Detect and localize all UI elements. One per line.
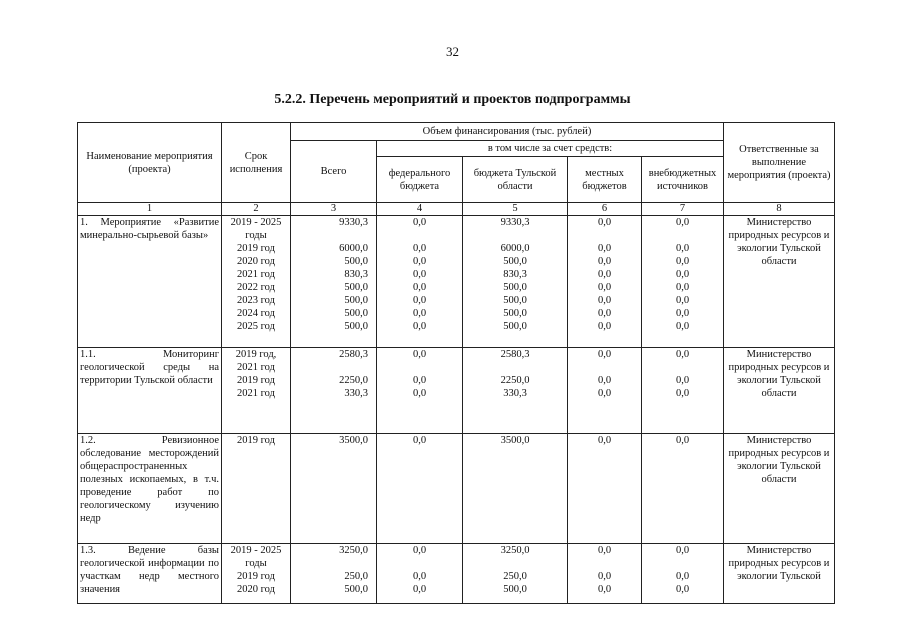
table-row — [78, 348, 835, 434]
total-cell-line — [293, 361, 368, 374]
extra-cell-line: 0,0 — [675, 217, 690, 228]
local-cell-line — [570, 229, 639, 242]
regional-cell — [463, 544, 568, 604]
total-cell-line — [293, 557, 368, 570]
local-cell — [568, 544, 642, 604]
column-number: 4 — [377, 203, 463, 216]
period-cell-line: 2019 год — [237, 243, 275, 254]
total-cell-line: 2250,0 — [339, 375, 368, 386]
total-cell-line: 3500,0 — [339, 435, 368, 446]
federal-cell-line: 0,0 — [412, 388, 427, 399]
local-cell-line: 0,0 — [597, 349, 612, 360]
extra-cell-line: 0,0 — [675, 308, 690, 319]
column-number: 8 — [724, 203, 835, 216]
local-cell-line — [570, 557, 639, 570]
period-cell — [222, 434, 291, 544]
total-cell — [291, 216, 377, 348]
regional-cell-line — [465, 361, 565, 374]
regional-cell-line: 500,0 — [503, 256, 527, 267]
extra-cell — [642, 216, 724, 348]
period-cell-line: 2019 год — [237, 375, 275, 386]
responsible-cell: Министерство природных ресурсов и экологии Тульской области — [724, 434, 835, 544]
regional-cell — [463, 348, 568, 434]
federal-cell — [377, 544, 463, 604]
local-cell-line: 0,0 — [597, 217, 612, 228]
total-cell-line: 9330,3 — [339, 217, 368, 228]
regional-cell-line: 500,0 — [503, 295, 527, 306]
regional-cell-line: 250,0 — [503, 571, 527, 582]
total-cell-line: 2580,3 — [339, 349, 368, 360]
federal-cell-line — [379, 557, 460, 570]
federal-cell-line: 0,0 — [412, 321, 427, 332]
extra-cell-line: 0,0 — [675, 349, 690, 360]
period-cell — [222, 348, 291, 434]
measures-table — [77, 122, 835, 604]
extra-cell-line: 0,0 — [675, 375, 690, 386]
total-cell — [291, 348, 377, 434]
period-cell-line: 2019 - 2025 — [230, 545, 282, 556]
regional-cell-line: 2250,0 — [500, 375, 530, 386]
local-cell-line: 0,0 — [597, 243, 612, 254]
period-cell-line: 2021 год — [237, 388, 275, 399]
total-cell-line: 830,3 — [344, 269, 368, 280]
regional-cell-line: 2580,3 — [500, 349, 530, 360]
period-cell-line: 2020 год — [237, 256, 275, 267]
header-responsible: Ответственные за выполнение мероприятия (проекта) — [724, 123, 835, 203]
total-cell-line: 3250,0 — [339, 545, 368, 556]
period-cell-line: 2019 год — [237, 571, 275, 582]
regional-cell-line: 830,3 — [503, 269, 527, 280]
regional-cell-line: 3250,0 — [500, 545, 530, 556]
federal-cell-line: 0,0 — [412, 282, 427, 293]
federal-cell-line: 0,0 — [412, 256, 427, 267]
total-cell-line: 500,0 — [344, 584, 368, 595]
regional-cell-line: 9330,3 — [500, 217, 530, 228]
regional-cell-line: 6000,0 — [500, 243, 530, 254]
extra-cell — [642, 348, 724, 434]
measure-name-cell: 1. Мероприятие «Развитие минерально-сырьевой базы» — [78, 216, 222, 348]
extra-cell-line — [644, 361, 721, 374]
federal-cell-line: 0,0 — [412, 435, 427, 446]
federal-cell-line: 0,0 — [412, 545, 427, 556]
extra-cell-line: 0,0 — [675, 282, 690, 293]
local-cell — [568, 348, 642, 434]
federal-cell-line: 0,0 — [412, 584, 427, 595]
measure-name-cell: 1.3. Ведение базы геологической информации по участкам недр местного значения — [78, 544, 222, 604]
local-cell-line: 0,0 — [597, 321, 612, 332]
table-row — [78, 544, 835, 604]
local-cell — [568, 434, 642, 544]
regional-cell-line: 500,0 — [503, 584, 527, 595]
extra-cell-line: 0,0 — [675, 295, 690, 306]
local-cell-line: 0,0 — [597, 388, 612, 399]
extra-cell-line: 0,0 — [675, 388, 690, 399]
federal-cell-line: 0,0 — [412, 217, 427, 228]
column-number: 1 — [78, 203, 222, 216]
total-cell-line — [293, 229, 368, 242]
measure-name-cell: 1.1. Мониторинг геологической среды на территории Тульской области — [78, 348, 222, 434]
period-cell-line: 2023 год — [237, 295, 275, 306]
table-row — [78, 434, 835, 544]
local-cell-line — [570, 361, 639, 374]
responsible-cell: Министерство природных ресурсов и экологии Тульской — [724, 544, 835, 604]
extra-cell-line — [644, 557, 721, 570]
extra-cell-line: 0,0 — [675, 584, 690, 595]
period-cell-line: 2019 год, — [235, 349, 277, 360]
federal-cell — [377, 348, 463, 434]
regional-cell-line: 500,0 — [503, 321, 527, 332]
federal-cell-line: 0,0 — [412, 269, 427, 280]
regional-cell — [463, 434, 568, 544]
header-including: в том числе за счет средств: — [377, 141, 724, 157]
period-cell-line: годы — [245, 230, 267, 241]
extra-cell-line: 0,0 — [675, 269, 690, 280]
column-numbers-row — [78, 203, 835, 216]
federal-cell-line: 0,0 — [412, 349, 427, 360]
header-total: Всего — [291, 141, 377, 203]
local-cell-line: 0,0 — [597, 256, 612, 267]
local-cell-line: 0,0 — [597, 571, 612, 582]
federal-cell-line: 0,0 — [412, 571, 427, 582]
local-cell-line: 0,0 — [597, 282, 612, 293]
period-cell-line: 2019 - 2025 — [230, 217, 282, 228]
period-cell-line: 2020 год — [237, 584, 275, 595]
period-cell-line: 2024 год — [237, 308, 275, 319]
period-cell-line: 2025 год — [237, 321, 275, 332]
regional-cell-line: 330,3 — [503, 388, 527, 399]
federal-cell-line: 0,0 — [412, 308, 427, 319]
federal-cell-line: 0,0 — [412, 295, 427, 306]
column-number: 2 — [222, 203, 291, 216]
total-cell-line: 330,3 — [344, 388, 368, 399]
header-regional: бюджета Тульской области — [463, 157, 568, 203]
extra-cell-line: 0,0 — [675, 243, 690, 254]
federal-cell-line — [379, 229, 460, 242]
extra-cell — [642, 434, 724, 544]
regional-cell-line: 500,0 — [503, 282, 527, 293]
header-term: Срок исполнения — [222, 123, 291, 203]
period-cell-line: 2021 год — [237, 269, 275, 280]
federal-cell — [377, 434, 463, 544]
extra-cell — [642, 544, 724, 604]
total-cell — [291, 544, 377, 604]
local-cell-line: 0,0 — [597, 375, 612, 386]
regional-cell-line — [465, 557, 565, 570]
header-extra: внебюджетных источников — [642, 157, 724, 203]
total-cell-line: 500,0 — [344, 308, 368, 319]
local-cell-line: 0,0 — [597, 308, 612, 319]
period-cell-line: годы — [245, 558, 267, 569]
period-cell — [222, 216, 291, 348]
table-row — [78, 216, 835, 348]
regional-cell — [463, 216, 568, 348]
local-cell — [568, 216, 642, 348]
total-cell-line: 500,0 — [344, 256, 368, 267]
period-cell-line: 2021 год — [237, 362, 275, 373]
column-number: 6 — [568, 203, 642, 216]
period-cell — [222, 544, 291, 604]
extra-cell-line: 0,0 — [675, 571, 690, 582]
federal-cell-line — [379, 361, 460, 374]
total-cell — [291, 434, 377, 544]
section-title: 5.2.2. Перечень мероприятий и проектов подпрограммы — [274, 92, 631, 107]
column-number: 3 — [291, 203, 377, 216]
header-financing: Объем финансирования (тыс. рублей) — [291, 123, 724, 141]
local-cell-line: 0,0 — [597, 435, 612, 446]
federal-cell-line: 0,0 — [412, 243, 427, 254]
local-cell-line: 0,0 — [597, 295, 612, 306]
local-cell-line: 0,0 — [597, 269, 612, 280]
extra-cell-line: 0,0 — [675, 256, 690, 267]
extra-cell-line: 0,0 — [675, 435, 690, 446]
local-cell-line: 0,0 — [597, 584, 612, 595]
header-federal: федерального бюджета — [377, 157, 463, 203]
column-number: 5 — [463, 203, 568, 216]
total-cell-line: 250,0 — [344, 571, 368, 582]
federal-cell-line: 0,0 — [412, 375, 427, 386]
local-cell-line: 0,0 — [597, 545, 612, 556]
column-number: 7 — [642, 203, 724, 216]
total-cell-line: 500,0 — [344, 282, 368, 293]
regional-cell-line — [465, 229, 565, 242]
extra-cell-line: 0,0 — [675, 321, 690, 332]
extra-cell-line — [644, 229, 721, 242]
period-cell-line: 2022 год — [237, 282, 275, 293]
federal-cell — [377, 216, 463, 348]
total-cell-line: 500,0 — [344, 321, 368, 332]
regional-cell-line: 3500,0 — [500, 435, 530, 446]
total-cell-line: 6000,0 — [339, 243, 368, 254]
extra-cell-line: 0,0 — [675, 545, 690, 556]
responsible-cell: Министерство природных ресурсов и экологии Тульской области — [724, 348, 835, 434]
total-cell-line: 500,0 — [344, 295, 368, 306]
measure-name-cell: 1.2. Ревизионное обследование месторождений общераспространенных полезных ископаемых, в т.ч. проведение работ по геологическому изучению недр — [78, 434, 222, 544]
header-local: местных бюджетов — [568, 157, 642, 203]
page-number: 32 — [446, 44, 459, 59]
regional-cell-line: 500,0 — [503, 308, 527, 319]
period-cell-line: 2019 год — [237, 435, 275, 446]
responsible-cell: Министерство природных ресурсов и экологии Тульской области — [724, 216, 835, 348]
header-name: Наименование мероприятия (проекта) — [78, 123, 222, 203]
